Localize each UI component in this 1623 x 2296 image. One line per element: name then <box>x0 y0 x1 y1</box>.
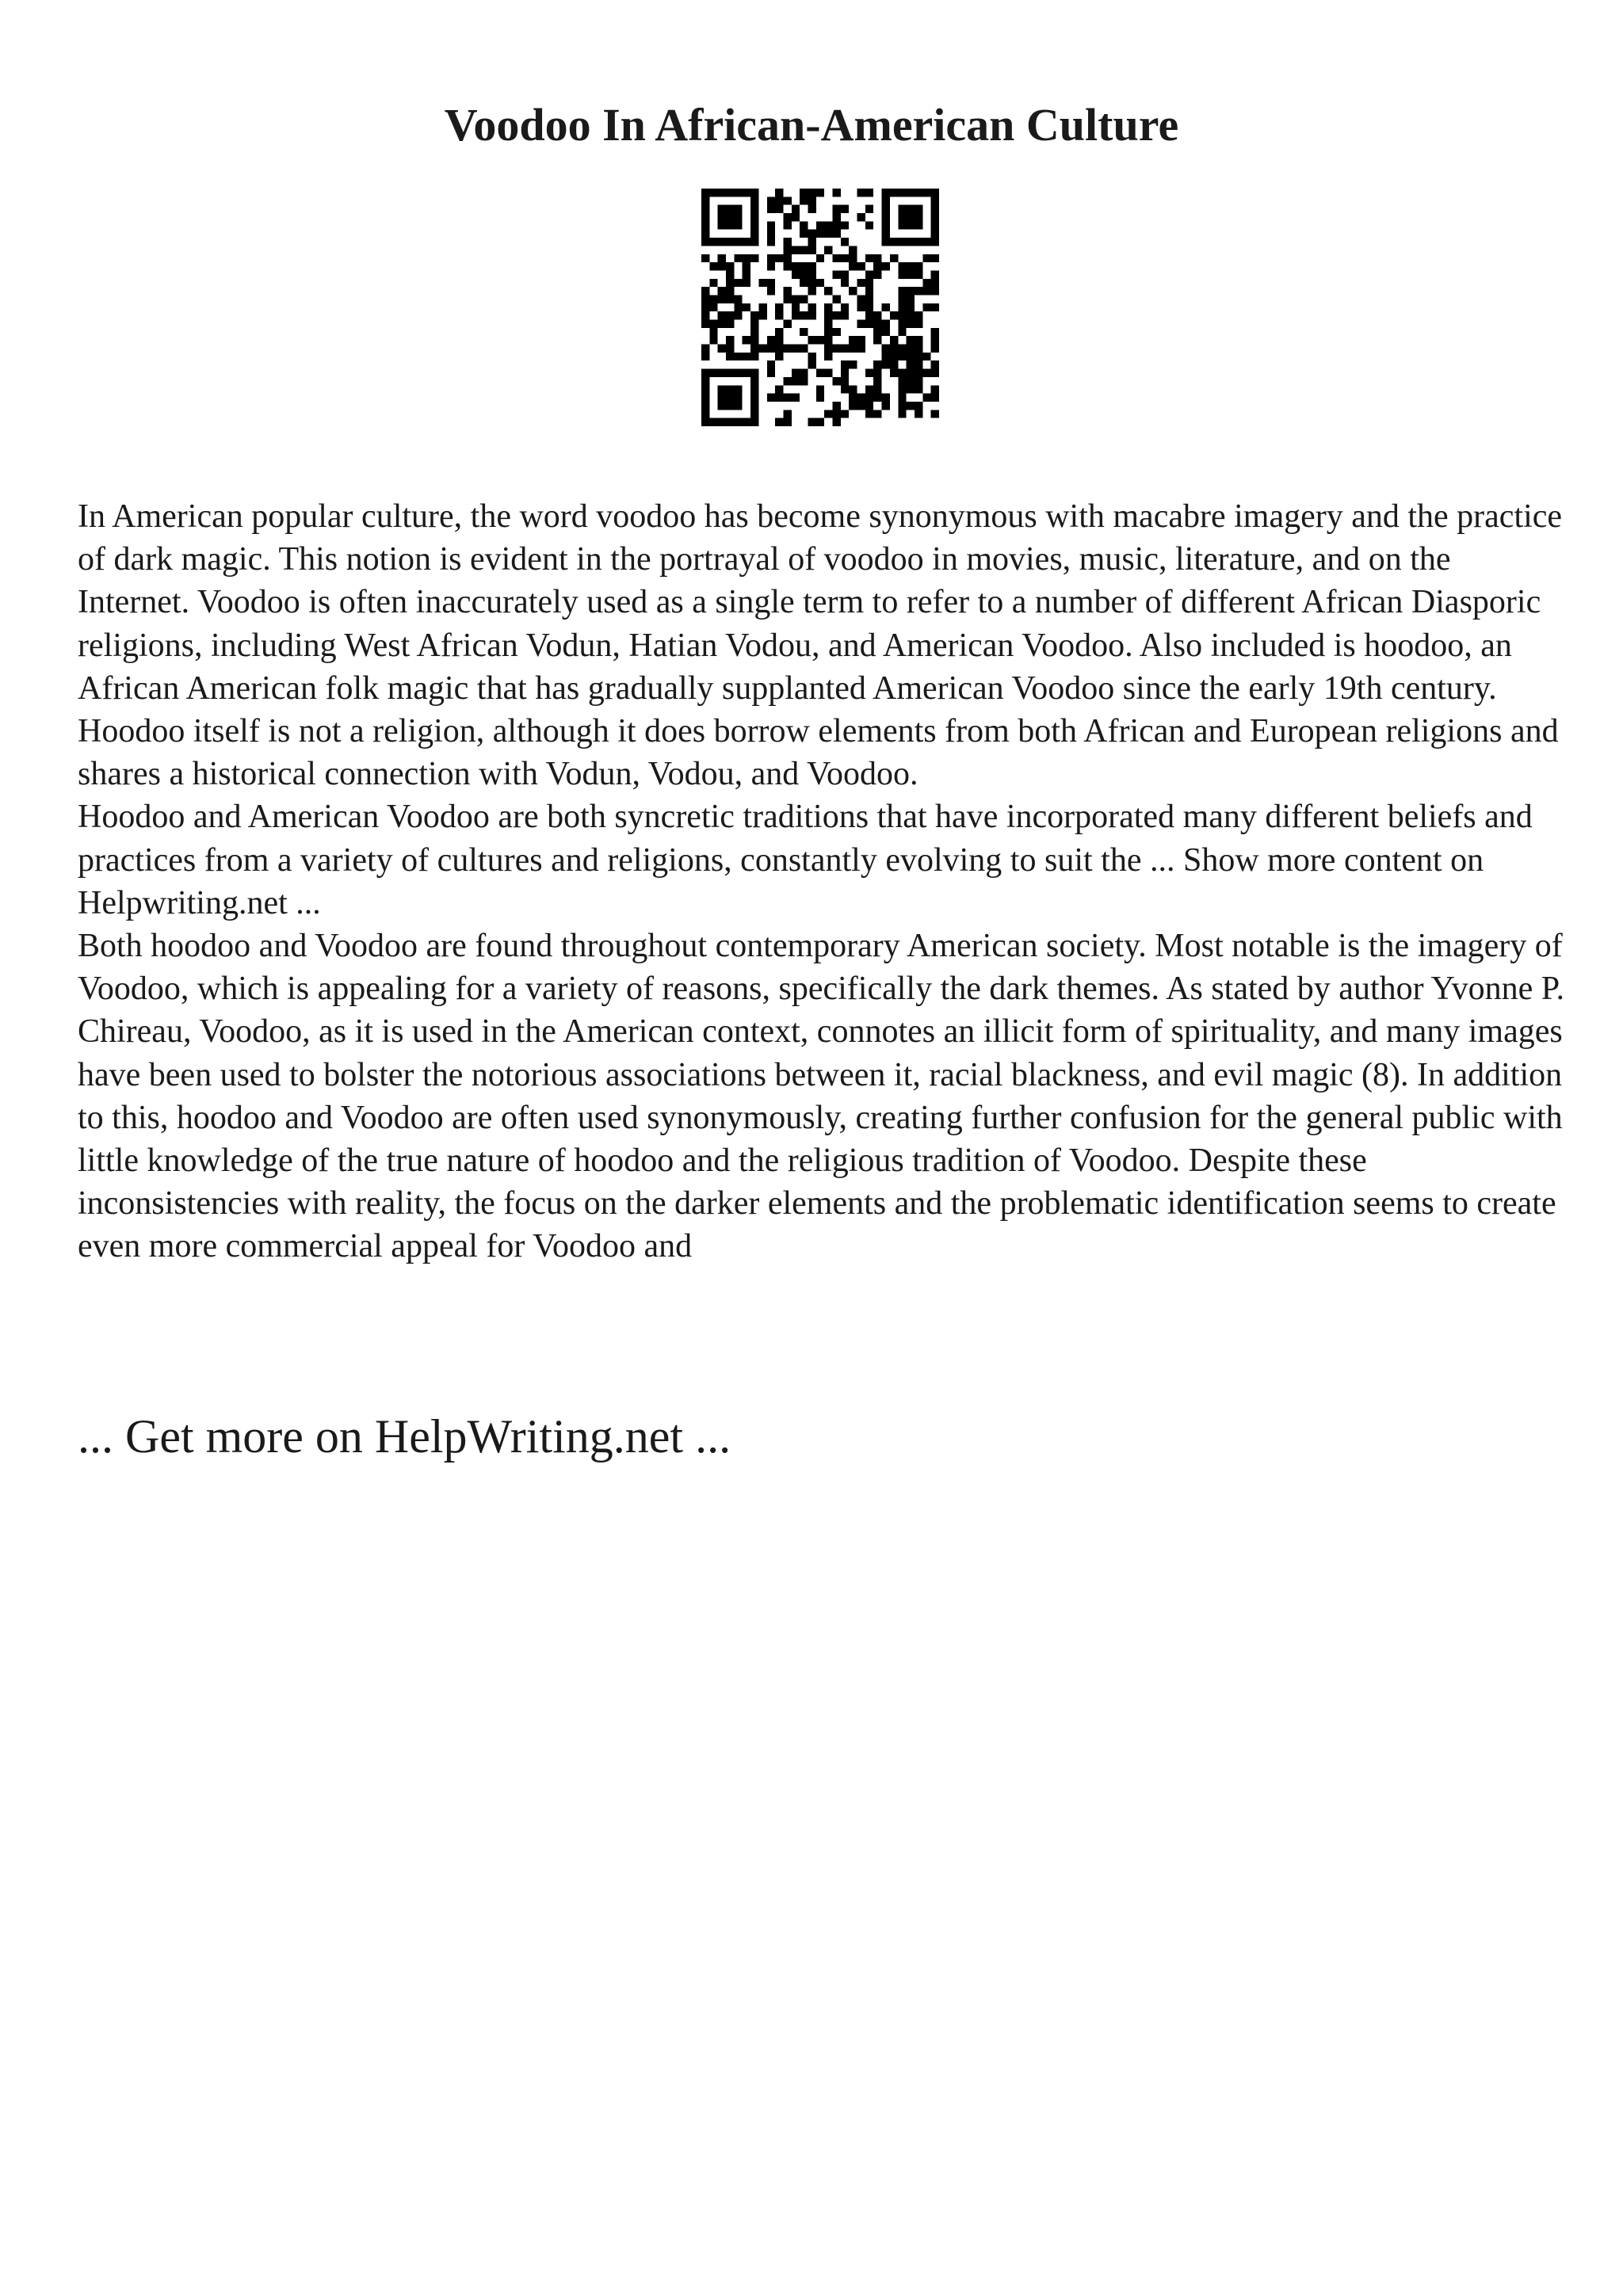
paragraph-2: Hoodoo and American Voodoo are both syncretic traditions that have incorporated many different beliefs and practices from a variety of cultures and religions, constantly evolving to suit the ... Show more content on Helpwriting.net ... <box>78 799 1533 921</box>
paragraph-3: Both hoodoo and Voodoo are found throughout contemporary American society. Most notable is the imagery of Voodoo, which is appealing for a variety of reasons, specifically the dark themes. As stated by author Yvonne P. Chireau, Voodoo, as it is used in the American context, connotes an illicit form of spirituality, and many images have been used to bolster the notorious associations between it, racial blackness, and evil magic (8). In addition to this, hoodoo and Voodoo are often used synonymously, creating further confusion for the general public with little knowledge of the true nature of hoodoo and the religious tradition of Voodoo. Despite these inconsistencies with reality, the focus on the darker elements and the problematic identification seems to create even more commercial appeal for Voodoo and <box>78 928 1565 1265</box>
paragraph-1: In American popular culture, the word voodoo has become synonymous with macabre imagery and the practice of dark magic. This notion is evident in the portrayal of voodoo in movies, music, literature, and on the Internet. Voodoo is often inaccurately used as a single term to refer to a number of different African Diasporic religions, including West African Vodun, Hatian Vodou, and American Voodoo. Also included is hoodoo, an African American folk magic that has gradually supplanted American Voodoo since the early 19th century. Hoodoo itself is not a religion, although it does borrow elements from both African and European religions and shares a historical connection with Vodun, Vodou, and Voodoo. <box>78 498 1563 793</box>
get-more-link[interactable]: ... Get more on HelpWriting.net ... <box>78 1410 731 1463</box>
qr-code-icon <box>701 189 939 426</box>
page-title: Voodoo In African-American Culture <box>444 99 1179 151</box>
article-body <box>78 495 1568 1268</box>
